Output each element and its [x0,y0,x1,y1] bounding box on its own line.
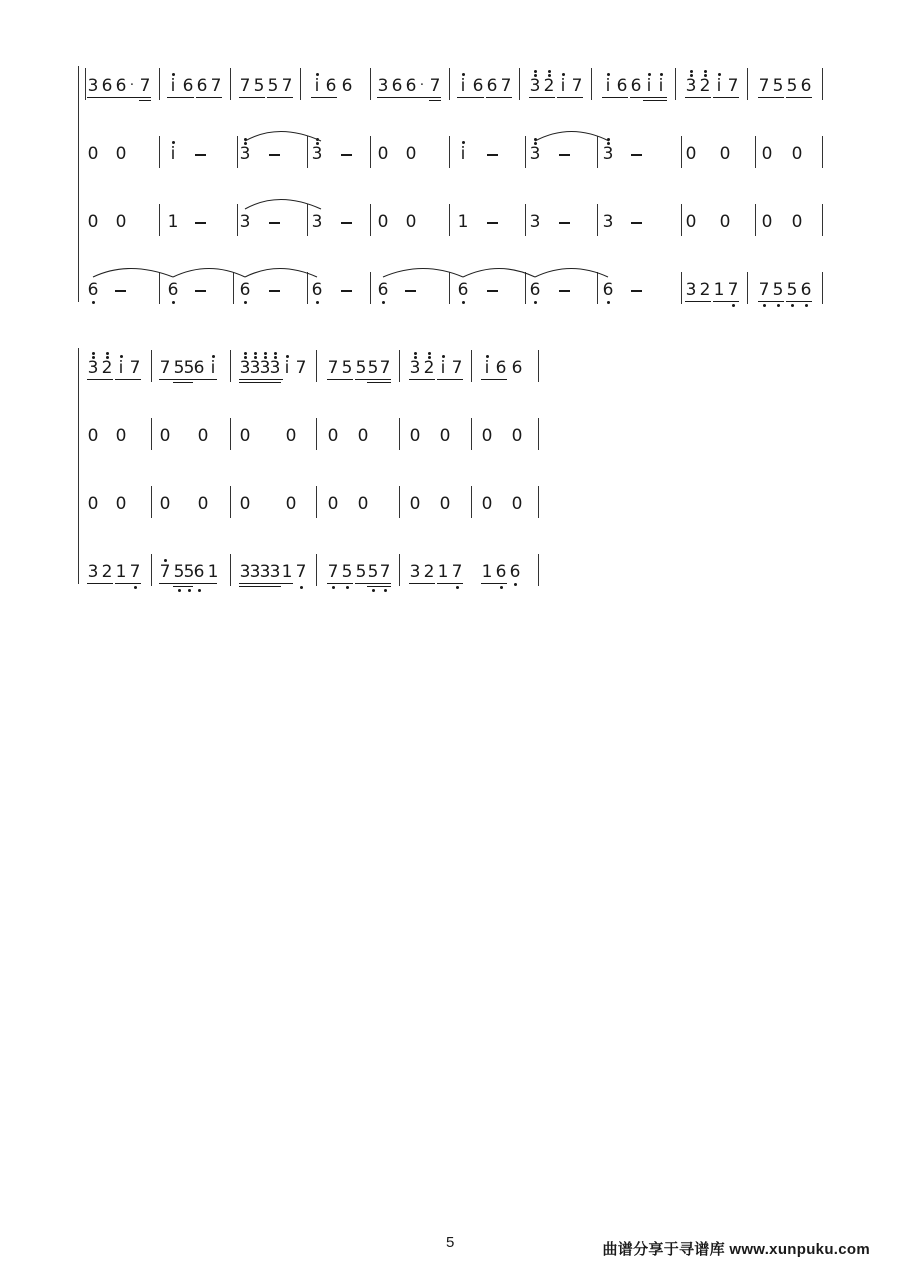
note: 6 [405,76,417,96]
note: 5 [253,76,265,96]
note: 5 [183,358,195,378]
note: 5 [355,358,367,378]
note: 3 [311,212,323,232]
note: 7 [500,76,512,96]
note: 0 [409,426,421,446]
note: 6 [509,552,521,592]
note: 3 [239,562,251,582]
note: 0 [87,212,99,232]
note: 3 [311,134,323,174]
note: i [281,348,293,388]
score-system-2 [78,348,539,584]
note: 0 [439,494,451,514]
note: i [713,66,725,106]
note: 3 [249,348,261,388]
note: 3 [602,212,614,232]
note: 6 [616,76,628,96]
note: 7 [159,552,171,592]
note: 7 [159,358,171,378]
note: 6 [325,76,337,96]
note: 5 [341,358,353,378]
note: 0 [115,494,127,514]
note: 6 [101,76,113,96]
note: 6 [391,76,403,96]
note: 5 [173,358,185,378]
note: 7 [239,76,251,96]
note: 5 [367,358,379,378]
note: 5 [267,76,279,96]
note: 0 [327,494,339,514]
note: 3 [259,348,271,388]
note: i [457,66,469,106]
note: 0 [511,494,523,514]
note: 3 [239,212,251,232]
note: 6 [311,270,323,310]
dot-rhythm: · [419,78,425,93]
note: 0 [115,144,127,164]
note: 3 [685,66,697,106]
note: 5 [772,270,784,310]
note: i [457,134,469,174]
note: i [602,66,614,106]
note: 7 [327,358,339,378]
note: 7 [129,552,141,592]
note: 3 [377,76,389,96]
note: 7 [210,76,222,96]
note: 6 [377,270,389,310]
note: i [167,134,179,174]
note: 6 [486,76,498,96]
note: 6 [193,358,205,378]
staff-harmony-upper [79,416,539,456]
note: 0 [239,426,251,446]
note: 3 [269,562,281,582]
note: 0 [511,426,523,446]
source-credit: 曲谱分享于寻谱库 www.xunpuku.com [602,1241,870,1258]
staff-harmony-lower [79,484,539,524]
note: 0 [719,144,731,164]
note: 0 [761,212,773,232]
note: 0 [239,494,251,514]
note: 7 [429,76,441,96]
note: 6 [529,270,541,310]
staff-melody [79,66,826,106]
note: 7 [571,76,583,96]
note: 3 [87,562,99,582]
note: 0 [285,426,297,446]
staff-harmony-upper [79,134,826,174]
note: 6 [193,552,205,592]
note: 1 [167,212,179,232]
note: i [557,66,569,106]
note: 5 [772,76,784,96]
note: 6 [196,76,208,96]
note: 3 [239,348,251,388]
note: 6 [457,270,469,310]
note: 7 [139,76,151,96]
note: 5 [173,552,185,592]
note: 2 [101,562,113,582]
note: 7 [295,552,307,592]
note: 7 [758,270,770,310]
note: 1 [481,562,493,582]
note: 3 [529,212,541,232]
staff-bass [79,270,826,310]
note: 0 [409,494,421,514]
note: 7 [727,270,739,310]
note: i [167,66,179,106]
note: 6 [182,76,194,96]
note: 5 [355,562,367,582]
note: 6 [239,270,251,310]
note: 3 [269,348,281,388]
note: 3 [259,562,271,582]
note: 3 [685,280,697,300]
note: 0 [327,426,339,446]
note: 3 [529,66,541,106]
note: 0 [357,494,369,514]
note: 6 [511,358,523,378]
note: 7 [379,358,391,378]
note: 2 [101,348,113,388]
note: 6 [800,76,812,96]
score-system-1 [78,66,826,302]
note: 3 [87,76,99,96]
note: i [655,66,667,106]
note: i [643,66,655,106]
note: 0 [87,426,99,446]
note: 3 [87,348,99,388]
note: 1 [713,280,725,300]
note: 0 [87,494,99,514]
note: 1 [207,562,219,582]
note: 3 [239,134,251,174]
note: 3 [529,134,541,174]
note: 3 [409,562,421,582]
note: 0 [761,144,773,164]
note: 0 [439,426,451,446]
note: 7 [129,358,141,378]
note: 6 [495,358,507,378]
note: i [311,66,323,106]
note: 0 [115,212,127,232]
note: 7 [451,358,463,378]
note: 2 [699,66,711,106]
page-number: 5 [446,1234,455,1251]
note: 1 [281,562,293,582]
note: 0 [405,144,417,164]
note: 2 [423,562,435,582]
note: 0 [159,494,171,514]
dot-rhythm: · [129,78,135,93]
note: 5 [341,552,353,592]
note: 6 [630,76,642,96]
note: 0 [357,426,369,446]
note: 6 [87,270,99,310]
note: 5 [786,76,798,96]
note: 5 [183,552,195,592]
note: 2 [543,66,555,106]
note: 0 [405,212,417,232]
note: 6 [800,270,812,310]
note: 5 [786,270,798,310]
note: 6 [167,270,179,310]
note: 1 [115,562,127,582]
note: 0 [481,426,493,446]
note: 6 [495,552,507,592]
note: 0 [115,426,127,446]
note: 0 [87,144,99,164]
note: 0 [685,144,697,164]
note: 6 [341,76,353,96]
note: 0 [791,144,803,164]
note: 0 [285,494,297,514]
note: 3 [409,348,421,388]
note: 6 [472,76,484,96]
staff-harmony-lower [79,202,826,242]
note: 0 [197,426,209,446]
note: 7 [451,552,463,592]
note: i [115,348,127,388]
note: 7 [281,76,293,96]
note: 0 [159,426,171,446]
staff-bass [79,552,539,592]
note: 0 [685,212,697,232]
note: 1 [437,562,449,582]
note: 6 [115,76,127,96]
note: 0 [791,212,803,232]
note: 0 [481,494,493,514]
note: 7 [379,552,391,592]
note: 0 [377,144,389,164]
note: 3 [602,134,614,174]
note: 7 [327,552,339,592]
note: i [437,348,449,388]
note: 3 [249,562,261,582]
note: 5 [367,552,379,592]
note: 0 [197,494,209,514]
staff-melody [79,348,539,388]
note: 7 [295,358,307,378]
note: 6 [602,270,614,310]
note: i [207,348,219,388]
note: 2 [423,348,435,388]
note: 0 [719,212,731,232]
note: 2 [699,280,711,300]
note: 1 [457,212,469,232]
note: 7 [758,76,770,96]
note: i [481,348,493,388]
note: 0 [377,212,389,232]
note: 7 [727,76,739,96]
